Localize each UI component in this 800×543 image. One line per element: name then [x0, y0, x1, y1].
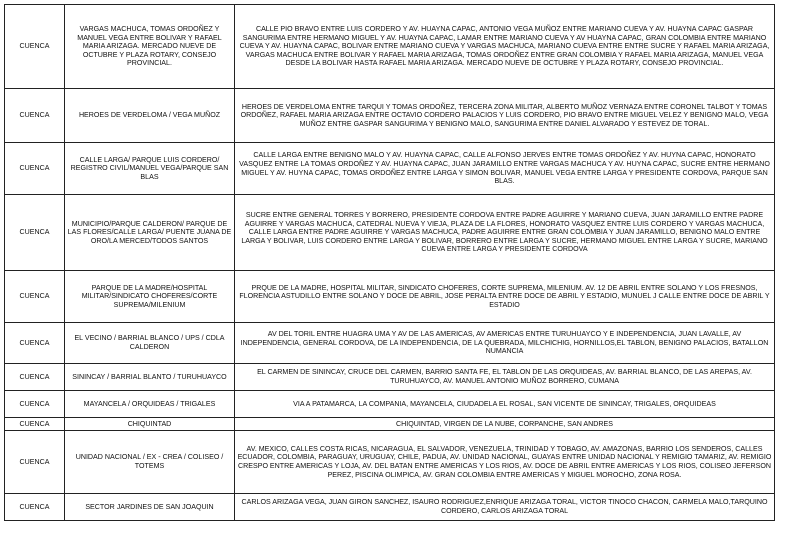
- table-row: [5, 494, 775, 521]
- sector-cell: MUNICIPIO/PARQUE CALDERON/ PARQUE DE LAS FLORES/CALLE LARGA/ PUENTE JUANA DE ORO/LA MERCED/TODOS SANTOS: [65, 195, 235, 271]
- sector-cell: SECTOR JARDINES DE SAN JOAQUIN: [65, 494, 235, 521]
- city-cell: CUENCA: [5, 364, 65, 391]
- city-cell: CUENCA: [5, 494, 65, 521]
- table-row: [5, 364, 775, 391]
- city-cell: CUENCA: [5, 418, 65, 431]
- table-row: [5, 418, 775, 431]
- streets-cell: CALLE LARGA ENTRE BENIGNO MALO Y AV. HUAYNA CAPAC, CALLE ALFONSO JERVES ENTRE TOMAS ORDOÑEZ Y AV. HUYNA CAPAC, HONORATO VASQUEZ ENTRE LA TOMAS ORDOÑEZ Y AV. HUAYNA CAPAC, JUAN JARAMILLO ENTRE VARGAS MACHUCA Y AV. HUYNA CAPAC, SUCRE ENTRE HERMANO MIGUEL Y AV. HUYNA CAPAC, TOMAS ORDOÑEZ ENTRE LARGA Y SIMON BOLIVAR, MANUEL VEGA ENTRE LARGA Y PRESIDENTE CORDOVA, PARQUE SAN BLAS.: [235, 143, 775, 195]
- sector-cell: SININCAY / BARRIAL BLANTO / TURUHUAYCO: [65, 364, 235, 391]
- streets-cell: CHIQUINTAD, VIRGEN DE LA NUBE, CORPANCHE, SAN ANDRES: [235, 418, 775, 431]
- city-cell: CUENCA: [5, 431, 65, 494]
- sector-cell: CALLE LARGA/ PARQUE LUIS CORDERO/ REGISTRO CIVIL/MANUEL VEGA/PARQUE SAN BLAS: [65, 143, 235, 195]
- streets-cell: CARLOS ARIZAGA VEGA, JUAN GIRON SANCHEZ, ISAURO RODRIGUEZ,ENRIQUE ARIZAGA TORAL, VICTOR TINOCO CHACON, CARMELA MALO,TARQUINO CORDERO, CARLOS ARIZAGA TORAL: [235, 494, 775, 521]
- table-row: [5, 89, 775, 143]
- city-cell: CUENCA: [5, 5, 65, 89]
- city-cell: CUENCA: [5, 271, 65, 323]
- table-row: [5, 391, 775, 418]
- table-row: [5, 143, 775, 195]
- city-cell: CUENCA: [5, 195, 65, 271]
- streets-cell: AV DEL TORIL ENTRE HUAGRA UMA Y AV DE LAS AMERICAS, AV AMERICAS ENTRE TURUHUAYCO Y E INDEPENDENCIA, JUAN LAVALLE, AV INDEPENDENCIA, GENERAL CORDOVA, DE LA INDEPENDENCIA, DE LA QUEBRADA, MILCHICHIG, HORNILLOS,EL TABLON, BENIGNO PALACIOS, BATALLON NUMANCIA: [235, 323, 775, 364]
- sector-cell: CHIQUINTAD: [65, 418, 235, 431]
- city-cell: CUENCA: [5, 143, 65, 195]
- streets-cell: HEROES DE VERDELOMA ENTRE TARQUI Y TOMAS ORDOÑEZ, TERCERA ZONA MILITAR, ALBERTO MUÑOZ VERNAZA ENTRE CORONEL TALBOT Y TOMAS ORDOÑEZ, RAFAEL MARIA ARIZAGA ENTRE OCTAVIO CORDERO PALACIOS Y LUIS CORDERO, PIO BRAVO ENTRE MIGUEL VELEZ Y BENIGNO MALO, VEGA MUÑOZ ENTRE GASPAR SANGURIMA Y BENIGNO MALO, SANGURIMA ENTRE DANIEL ALVARADO Y ESTEVEZ DE TORAL.: [235, 89, 775, 143]
- table-row: [5, 195, 775, 271]
- streets-cell: EL CARMEN DE SININCAY, CRUCE DEL CARMEN, BARRIO SANTA FE, EL TABLON DE LAS ORQUIDEAS, AV. BARRIAL BLANCO, DE LAS AREPAS, AV. TURUHUAYCO, AV. MANUEL ANTONIO MUÑOZ BORRERO, CUMANA: [235, 364, 775, 391]
- sector-cell: UNIDAD NACIONAL / EX - CREA / COLISEO / TOTEMS: [65, 431, 235, 494]
- sector-cell: VARGAS MACHUCA, TOMAS ORDOÑEZ Y MANUEL VEGA ENTRE BOLIVAR Y RAFAEL MARIA ARIZAGA. MERCADO NUEVE DE OCTUBRE Y PLAZA ROTARY, CONSEJO PROVINCIAL.: [65, 5, 235, 89]
- streets-cell: PRQUE DE LA MADRE, HOSPITAL MILITAR, SINDICATO CHOFERES, CORTE SUPREMA, MILENIUM. AV. 12 DE ABRIL ENTRE SOLANO Y LOS FRESNOS, FLORENCIA ASTUDILLO ENTRE SOLANO Y DOCE DE ABRIL, JOSE PERALTA ENTRE DOCE DE ABRIL Y ESTADIO, MUNUEL J CALLE ENTRE DOCE DE ABRIL Y ESTADIO: [235, 271, 775, 323]
- table-row: [5, 271, 775, 323]
- sector-cell: EL VECINO / BARRIAL BLANCO / UPS / CDLA CALDERON: [65, 323, 235, 364]
- sector-cell: PARQUE DE LA MADRE/HOSPITAL MILITAR/SINDICATO CHOFERES/CORTE SUPREMA/MILENIUM: [65, 271, 235, 323]
- city-cell: CUENCA: [5, 391, 65, 418]
- table-row: [5, 323, 775, 364]
- streets-cell: CALLE PIO BRAVO ENTRE LUIS CORDERO Y AV. HUAYNA CAPAC, ANTONIO VEGA MUÑOZ ENTRE MARIANO CUEVA Y AV. HUAYNA CAPAC GASPAR SANGURIMA ENTRE HERMANO MIGUEL Y AV. HUAYNA CAPAC, LAMAR ENTRE MARIANO CUEVA Y AV HUAYNA CAPAC, GRAN COLOMBIA ENTRE MARIANO CUEVA Y AV. HUAYNA CAPAC, BOLIVAR ENTRE MARIANO CUEVA Y VARGAS MACHUCA, MARIANO CUEVA ENTRE ENTRE SUCRE Y RAFAEL MARIA ARIZAGA, VARGAS MACHUCA ENTRE BOLIVAR Y RAFAEL MARIA ARIZAGA, TOMAS ORDOÑEZ ENTRE GRAN COLOMBIA Y RAFAEL MARIA ARIZAGA, MANUEL VEGA DESDE LA BOLIVAR HASTA RAFAEL MARIA ARIZAGA. MERCADO NUEVE DE OCTUBRE Y PLAZA ROTARY, CONSEJO PROVINCIAL.: [235, 5, 775, 89]
- sector-cell: MAYANCELA / ORQUIDEAS / TRIGALES: [65, 391, 235, 418]
- table-row: [5, 431, 775, 494]
- document-page: [4, 4, 775, 521]
- table-row: [5, 5, 775, 89]
- sector-cell: HEROES DE VERDELOMA / VEGA MUÑOZ: [65, 89, 235, 143]
- sector-routes-table: [4, 4, 775, 521]
- streets-cell: AV. MEXICO, CALLES COSTA RICAS, NICARAGUA, EL SALVADOR, VENEZUELA, TRINIDAD Y TOBAGO, AV. AMAZONAS, BARRIO LOS SENDEROS, CALLES ECUADOR, COLOMBIA, PARAGUAY, URUGUAY, CHILE, PADUA, AV. UNIDAD NACIONAL, GUAYAS ENTRE UNIDAD NACIONAL Y REMIGIO TAMARIZ, AV. REMIGIO CRESPO ENTRE AMERICAS Y LOJA, AV. DEL BATAN ENTRE AMERICAS Y LOS RIOS, AV. DOCE DE ABRIL ENTRE AMERICAS Y LOS RIOS, COLISEO JEFERSON PEREZ, PISCINA OLIMPICA, AV. GRAN COLOMBIA ENTRE AMERICAS Y MIGUEL MOROCHO, ZONA ROSA.: [235, 431, 775, 494]
- streets-cell: VIA A PATAMARCA, LA COMPANIA, MAYANCELA, CIUDADELA EL ROSAL, SAN VICENTE DE SININCAY, TRIGALES, ORQUIDEAS: [235, 391, 775, 418]
- streets-cell: SUCRE ENTRE GENERAL TORRES Y BORRERO, PRESIDENTE CORDOVA ENTRE PADRE AGUIRRE Y MARIANO CUEVA, JUAN JARAMILLO ENTRE PADRE AGUIRRE Y VARGAS MACHUCA, CATEDRAL NUEVA Y VIEJA, PLAZA DE LA FLORES, HONORATO VASQUEZ ENTRE LUIS CORDERO Y VARGAS MACHUCA, CALLE LARGA ENTRE PADRE AGUIRRE Y VARGAS MACHUCA, PADRE AGUIRRE ENTRE GRAN COLOMBIA Y JUAN JARAMILLO, BENIGNO MALO ENTRE LARGA Y BOLIVAR, LUIS CORDERO ENTRE LARGA Y BOLIVAR, BORRERO ENTRE LARGA Y SUCRE, HERMANO MIGUEL ENTRE LARGA Y SUCRE, MARIANO CUEVA ENTRE LARGA Y PRESIDENTE CORDOVA: [235, 195, 775, 271]
- city-cell: CUENCA: [5, 323, 65, 364]
- city-cell: CUENCA: [5, 89, 65, 143]
